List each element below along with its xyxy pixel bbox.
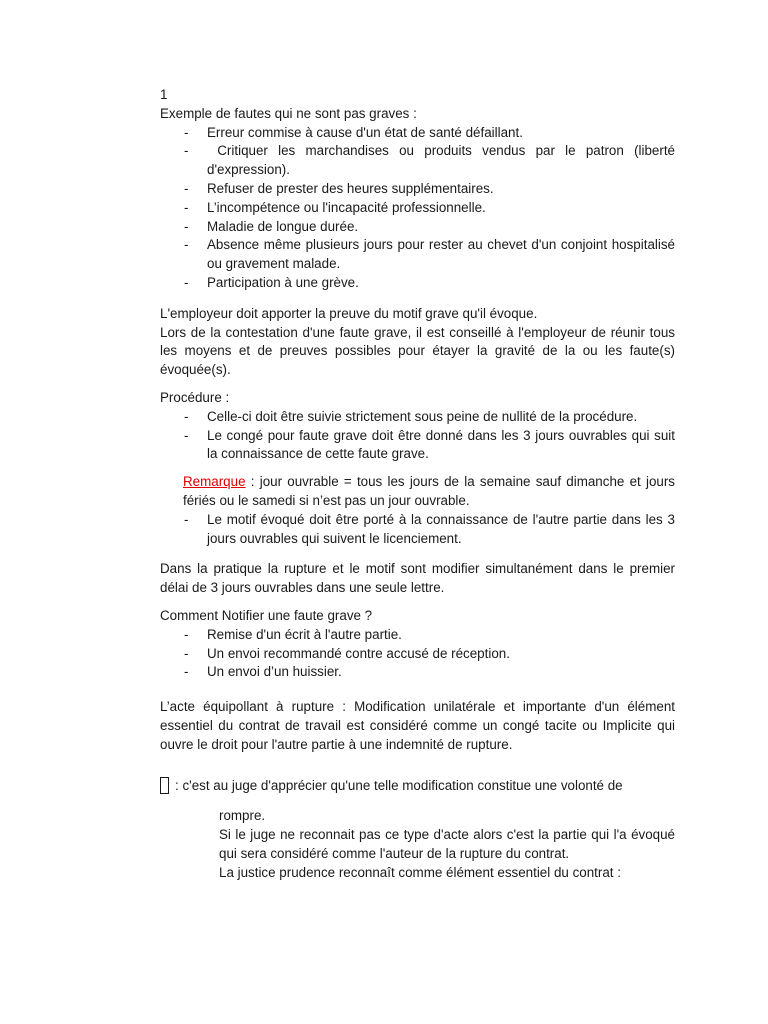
indented-block xyxy=(219,807,675,882)
list-item: - Le motif évoqué doit être porté à la connaissance de l'autre partie dans les 3 jours ouvrables qui suivent le licenciement. xyxy=(160,511,675,549)
notifier-list xyxy=(160,626,675,682)
procedure-list xyxy=(160,408,675,464)
missing-glyph-icon xyxy=(160,777,169,794)
list-item: - L’incompétence ou l'incapacité professionnelle. xyxy=(160,199,675,218)
pratique-paragraph: Dans la pratique la rupture et le motif sont modifier simultanément dans le premier délai de 3 jours ouvrables dans une seule lettre. xyxy=(160,561,675,596)
document-body xyxy=(160,86,679,882)
remarque-text: : jour ouvrable = tous les jours de la semaine sauf dimanche et jours fériés ou le samedi si n’est pas un jour ouvrable. xyxy=(183,474,675,508)
list-item: - Celle-ci doit être suivie strictement sous peine de nullité de la procédure. xyxy=(160,408,675,427)
section-heading-non-grave: Exemple de fautes qui ne sont pas graves : xyxy=(160,105,417,121)
remarque-note xyxy=(183,473,675,511)
juge-reconnait-paragraph: Si le juge ne reconnait pas ce type d'acte alors c'est la partie qui l'a évoqué qui sera considéré comme l'auteur de la rupture du contrat. xyxy=(219,827,675,861)
justice-paragraph: La justice prudence reconnaît comme élément essentiel du contrat : xyxy=(219,864,621,880)
list-item: - Maladie de longue durée. xyxy=(160,218,675,237)
non-grave-list xyxy=(160,124,679,293)
contestation-paragraph: Lors de la contestation d'une faute grave, il est conseillé à l'employeur de réunir tous les moyens et de preuves possibles pour étayer la gravité de la ou les faute(s) évoquée(s). xyxy=(160,324,675,378)
rompre-text: rompre. xyxy=(219,808,266,824)
list-item: - Un envoi recommandé contre accusé de réception. xyxy=(160,645,675,664)
list-item: - Un envoi d’un huissier. xyxy=(160,663,675,682)
acte-paragraph: L’acte équipollant à rupture : Modification unilatérale et importante d'un élément essentiel du contrat de travail est considéré comme un congé tacite ou Implicite qui ouvre le droit pour l'autre partie à une indemnité de rupture. xyxy=(160,699,675,752)
list-item: - Critiquer les marchandises ou produits vendus par le patron (liberté d'expression). xyxy=(160,142,675,180)
list-item: - Le congé pour faute grave doit être donné dans les 3 jours ouvrables qui suit la connaissance de cette faute grave. xyxy=(160,427,675,465)
page-number: 1 xyxy=(160,87,168,102)
preuve-paragraph: L'employeur doit apporter la preuve du motif grave qu'il évoque. xyxy=(160,305,538,321)
juge-text: : c'est au juge d'apprécier qu'une telle modification constitue une volonté de xyxy=(175,777,623,793)
notifier-heading: Comment Notifier une faute grave ? xyxy=(160,607,373,623)
procedure-list-continued xyxy=(160,511,675,549)
juge-line xyxy=(160,777,675,796)
list-item: - Refuser de prester des heures supplémentaires. xyxy=(160,180,675,199)
list-item: - Absence même plusieurs jours pour rester au chevet d'un conjoint hospitalisé ou gravement malade. xyxy=(160,236,675,274)
list-item: - Remise d'un écrit à l'autre partie. xyxy=(160,626,675,645)
remarque-label: Remarque xyxy=(183,474,246,490)
procedure-heading: Procédure : xyxy=(160,389,230,405)
list-item: - Participation à une grève. xyxy=(160,274,675,293)
list-item: - Erreur commise à cause d'un état de santé défaillant. xyxy=(160,124,675,143)
